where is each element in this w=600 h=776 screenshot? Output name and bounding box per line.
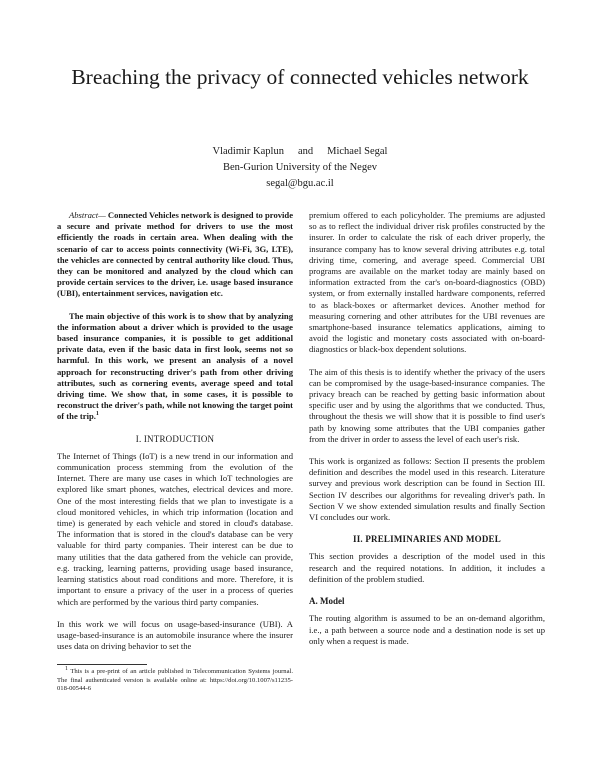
abstract-paragraph-1 (57, 210, 293, 300)
section-heading-preliminaries: II. PRELIMINARIES AND MODEL (353, 534, 501, 545)
affiliation: Ben-Gurion University of the Negev (223, 162, 377, 173)
footnote-text: This is a pre-print of an article published in Telecommunication Systems journal. The final authenticated version is available online at: https://doi.org/10.1007/s11235-018-00544-6 (57, 668, 294, 692)
author-1: Vladimir Kaplun (212, 146, 284, 157)
author-names-line (0, 144, 600, 160)
footnote (57, 668, 293, 693)
abstract-text-1: Connected Vehicles network is designed to provide a secure and private method for drivers to use the most efficiently the roads in certain area. When dealing with the scenario of car to access points connectivity (Wi-Fi, 3G, LTE), the vehicles are connected by central authority like cloud. Thus, they can be monitored and analyzed by the cloud which can provide certain services to the driver, i.e. usage based insurance (UBI), entertainment services, navigation etc. (57, 210, 294, 299)
right-paragraph-3: This work is organized as follows: Section II presents the problem definition and describes the model used in this research. Literature survey and previous work description can be found in Section III. Section IV describes our algorithms for revealing driver's path. In Section V we show extended simulation results and finally Section VI concludes our work. (309, 456, 545, 523)
author-email: segal@bgu.ac.il (266, 178, 334, 189)
footnote-number: 1 (65, 666, 68, 673)
right-paragraph-2: The aim of this thesis is to identify whether the privacy of the users can be compromised by the usage-based-insurance companies. The privacy breach can be reached by getting basic information about specific user and by using the algorithms that we conducted. Thus, throughout the thesis we will show that it is possible to find user's path by knowing some attributes that the UBI companies gather from the driver in order to assess the level of each user's risk. (309, 366, 545, 444)
author-conjunction: and (297, 146, 314, 157)
intro-paragraph-2: In this work we will focus on usage-based-insurance (UBI). A usage-based-insurance is an automobile insurance where the insurer uses data on driving behavior to set the (57, 618, 293, 652)
subsection-heading-model: A. Model (309, 596, 345, 607)
abstract-text-2: The main objective of this work is to show that by analyzing the information about a driver which is provided to the usage based insurance companies, it is possible to get additional private data, even if the basic data in first look, seems not so harmful. In this work, we present an analysis of a novel approach for reconstructing driver's path from other driving attributes, such as cornering events, average speed and total driving time. We show that, in some cases, it is possible to reconstruct the driver's path, while not knowing the target point of the trip. (57, 310, 293, 422)
right-column (309, 210, 545, 658)
abstract-paragraph-2 (57, 311, 293, 423)
left-column (57, 210, 293, 704)
footnote-divider (57, 664, 147, 665)
author-block (0, 144, 600, 192)
footnote-mark: 1 (95, 411, 99, 418)
paper-title: Breaching the privacy of connected vehicles network (71, 65, 529, 89)
right-paragraph-4: This section provides a description of the model used in this research and the required notations. In addition, it includes a definition of the problem studied. (309, 551, 545, 584)
abstract-lead: Abstract— (69, 210, 106, 220)
right-paragraph-1: premium offered to each policyholder. The premiums are adjusted so as to reflect the individual driver risk profiles constructed by the insurer. In order to calculate the risk of each driver properly, the insurance company has to know several driving attributes e.g. total driving time, cornering, and average speed. Commercial UBI programs are available on the market today are mainly based on information extracted from the car's on-board-diagnostics (OBD) system, or from externally installed hardware components, referred to as black-boxes or aftermarket devices. Another method for measuring cornering and other attributes for the UBI revenues are smartphone-based insurance telematics applications, aiming to avoid the logistic and monetary costs associated with on-board-diagnostics or black-box dependent solutions. (309, 210, 545, 355)
intro-paragraph-1: The Internet of Things (IoT) is a new trend in our information and communication process stemming from the evolution of the Internet. There are many use cases in which IoT technologies are explored like smart phones, watches, electrical devices and more. One of the most interesting fields that we plan to investigate is a cloud monitored vehicles, in which trip information (location and time) is generated by each vehicle and stored in cloud's database. The information that is stored in the cloud's database can be very valuable for third party companies. Their interest can be due to many utilities that the data gathered from the vehicle can provide, e.g. tracking, learning patterns, providing usage based insurance, learning statistics about road conditions and more. Therefore, it is important to ensure a privacy of the user in a process of queries which are performed by the various third party companies. (57, 450, 293, 607)
section-heading-introduction: I. INTRODUCTION (135, 433, 215, 444)
author-2: Michael Segal (327, 146, 388, 157)
right-paragraph-5: The routing algorithm is assumed to be an on-demand algorithm, i.e., a path between a source node and a destination node is set up only when a request is made. (309, 613, 545, 646)
